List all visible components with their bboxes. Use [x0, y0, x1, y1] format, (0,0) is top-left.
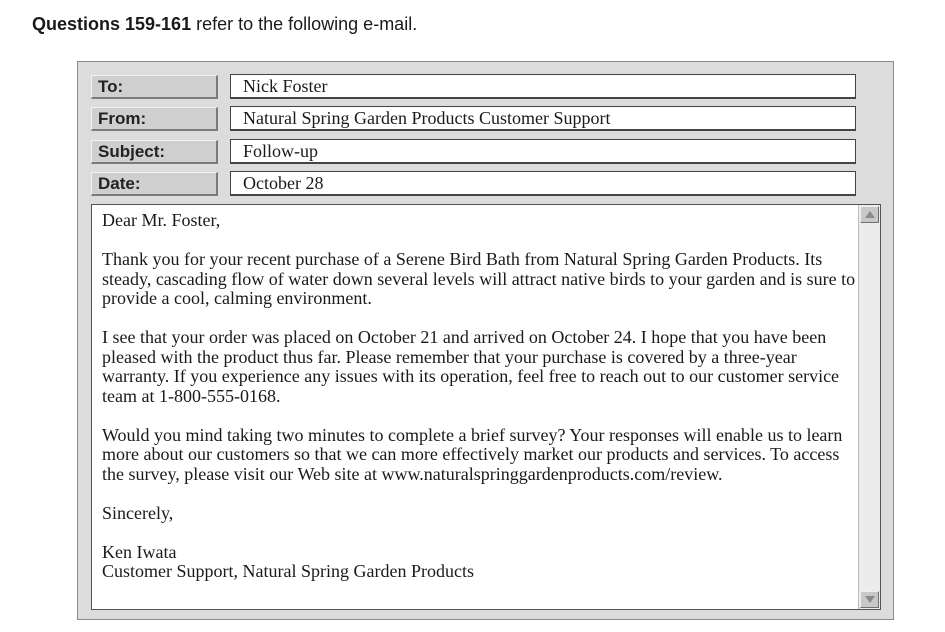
question-range: Questions 159-161 [32, 14, 192, 34]
message-text [102, 211, 857, 582]
header-row-date [91, 172, 856, 196]
message-body[interactable] [91, 204, 881, 610]
scroll-down-button[interactable] [860, 591, 879, 608]
triangle-up-icon [865, 211, 875, 218]
date-field[interactable]: October 28 [230, 171, 856, 196]
vertical-scrollbar[interactable] [858, 205, 880, 609]
subject-field[interactable]: Follow-up [230, 139, 856, 164]
header-row-from [91, 107, 856, 131]
instruction-line [32, 14, 417, 35]
paragraph-3: Would you mind taking two minutes to complete a brief survey? Your responses will enable us to learn more about our customers so that we can more effectively market our products and services. To access the survey, please visit our Web site at www.naturalspringgardenproducts.com/review. [102, 424, 843, 484]
from-field[interactable]: Natural Spring Garden Products Customer Support [230, 106, 856, 131]
paragraph-2: I see that your order was placed on October 21 and arrived on October 24. I hope that you have been pleased with the product thus far. Please remember that your purchase is covered by a three-year warranty. If you experience any issues with its operation, feel free to reach out to our customer service team at 1-800-555-0168. [102, 327, 840, 406]
to-label: To: [91, 75, 218, 99]
date-label: Date: [91, 172, 218, 196]
signature-title: Customer Support, Natural Spring Garden Products [102, 561, 474, 581]
greeting: Dear Mr. Foster, [102, 210, 221, 230]
paragraph-1: Thank you for your recent purchase of a Serene Bird Bath from Natural Spring Garden Products. Its steady, cascading flow of water down several levels will attract native birds to your garden and is sure to provide a cool, calming environment. [102, 249, 856, 308]
signature-name: Ken Iwata [102, 541, 177, 562]
subject-label: Subject: [91, 140, 218, 164]
header-row-subject [91, 140, 856, 164]
to-field[interactable]: Nick Foster [230, 74, 856, 99]
instruction-text: refer to the following e-mail. [196, 14, 418, 34]
header-row-to [91, 75, 856, 99]
triangle-down-icon [865, 596, 875, 603]
from-label: From: [91, 107, 218, 131]
closing: Sincerely, [102, 502, 174, 523]
scroll-up-button[interactable] [860, 206, 879, 223]
email-window [77, 61, 894, 620]
